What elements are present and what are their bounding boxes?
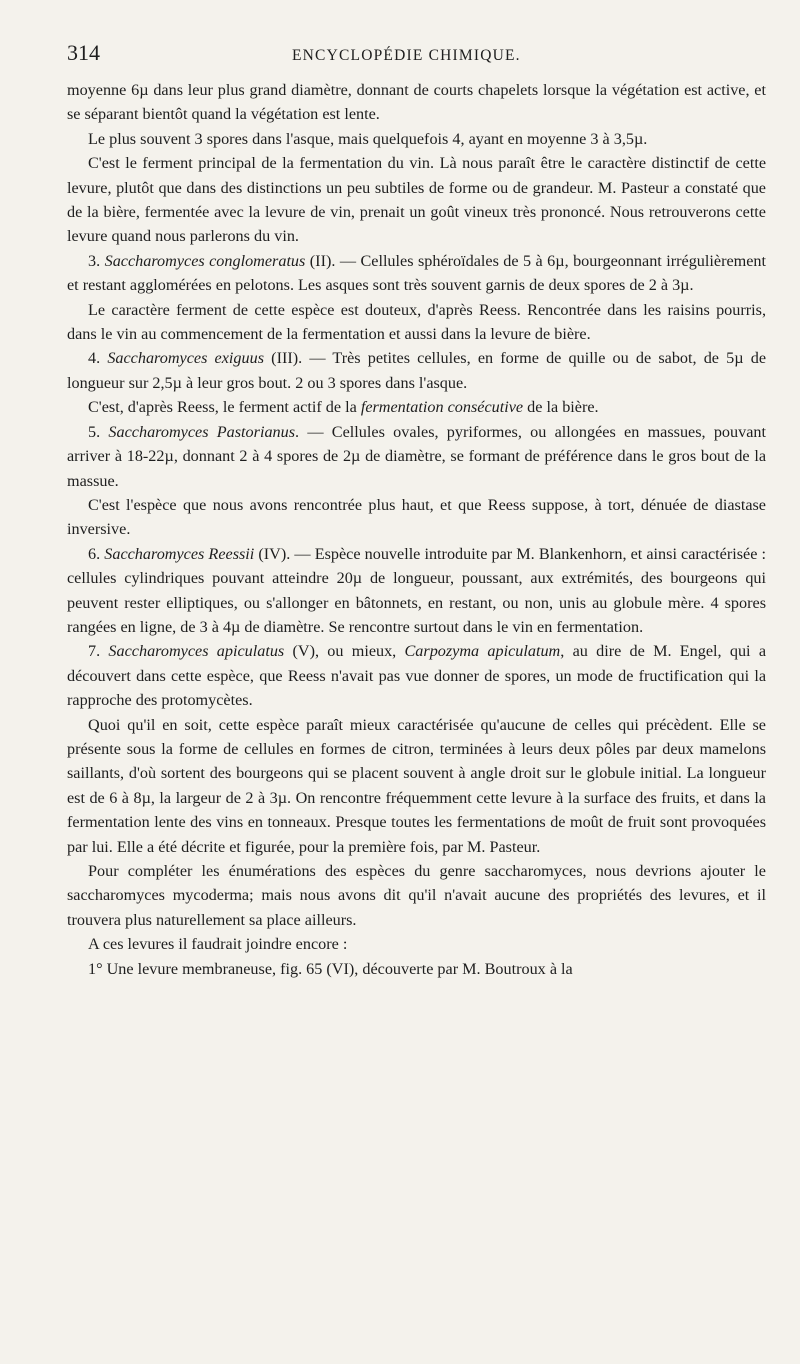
species-name: Saccharomyces Pastorianus bbox=[108, 422, 296, 441]
species-name: Carpozyma apiculatum bbox=[404, 642, 561, 661]
paragraph: Le caractère ferment de cette espèce est douteux, d'après Reess. Rencontrée dans les raisins pourris, dans le vin au commencement de la fermentation et aussi dans la levure de bière. bbox=[67, 300, 766, 344]
species-name: Saccharomyces conglomeratus bbox=[104, 251, 306, 270]
page-number: 314 bbox=[67, 40, 100, 65]
paragraph: C'est le ferment principal de la fermentation du vin. Là nous paraît être le caractère distinctif de cette levure, plutôt que dans des distinctions un peu subtiles de forme ou de grandeur. M. Pasteur a constaté que de la bière, fermentée avec la levure de vin, prenait un goût vineux très prononcé. Nous retrouverons cette levure quand nous parlerons du vin. bbox=[67, 154, 766, 246]
paragraph: C'est l'espèce que nous avons rencontrée plus haut, et que Reess suppose, à tort, dénuée de diastase inversive. bbox=[67, 495, 766, 539]
paragraph: Pour compléter les énumérations des espèces du genre saccharomyces, nous devrions ajouter le saccharomyces mycoderma; mais nous avons dit qu'il n'avait aucune des propriétés des levures, et il trouvera plus naturellement sa place ailleurs. bbox=[67, 862, 766, 929]
italic-term: fermentation consécutive bbox=[360, 398, 524, 417]
running-title: ENCYCLOPÉDIE CHIMIQUE. bbox=[292, 47, 521, 64]
paragraph: 1° Une levure membraneuse, fig. 65 (VI), découverte par M. Boutroux à la bbox=[88, 959, 573, 978]
species-name: Saccharomyces exiguus bbox=[107, 349, 265, 368]
paragraph: 3. Saccharomyces conglomeratus (II). — Cellules sphéroïdales de 5 à 6µ, bourgeonnant irrégulièrement et restant agglomérées en pelotons. Les asques sont très souvent garnis de deux spores de 2 à 3µ. bbox=[67, 251, 767, 295]
body-text bbox=[67, 78, 766, 981]
paragraph: 6. Saccharomyces Reessii (IV). — Espèce nouvelle introduite par M. Blankenhorn, et ainsi caractérisée : cellules cylindriques pouvant atteindre 20µ de longueur, poussant, aux extrémités, des bourgeons qui peuvent rester elliptiques, ou s'allonger en bâtonnets, en restant, ou non, unis au globule mère. 4 spores rangées en ligne, de 3 à 4µ de diamètre. Se rencontre surtout dans le vin en fermentation. bbox=[67, 544, 767, 636]
paragraph: 4. Saccharomyces exiguus (III). — Très petites cellules, en forme de quille ou de sabot, de 5µ de longueur sur 2,5µ à leur gros bout. 2 ou 3 spores dans l'asque. bbox=[67, 349, 767, 392]
paragraph: C'est, d'après Reess, le ferment actif de la fermentation consécutive de la bière. bbox=[88, 398, 599, 417]
paragraph: 7. Saccharomyces apiculatus (V), ou mieux, Carpozyma apiculatum, au dire de M. Engel, qui a découvert dans cette espèce, que Reess n'avait pas vue donner de spores, un mode de fructification qui la rapproche des protomycètes. bbox=[67, 642, 767, 710]
paragraph: 5. Saccharomyces Pastorianus. — Cellules ovales, pyriformes, ou allongées en massues, pouvant arriver à 18-22µ, donnant 2 à 4 spores de 2µ de diamètre, se formant de préférence dans le gros bout de la massue. bbox=[67, 422, 766, 490]
paragraph: A ces levures il faudrait joindre encore : bbox=[88, 935, 348, 954]
species-name: Saccharomyces Reessii bbox=[104, 544, 255, 563]
paragraph: Quoi qu'il en soit, cette espèce paraît mieux caractérisée qu'aucune de celles qui précèdent. Elle se présente sous la forme de cellules en formes de citron, terminées à leurs deux pôles par deux mamelons saillants, d'où sortent des bourgeons qui se placent souvent à angle droit sur le globule initial. La longueur est de 6 à 8µ, la largeur de 2 à 3µ. On rencontre fréquemment cette levure à la surface des fruits, et dans la fermentation lente des vins en tonneaux. Presque toutes les fermentations de moût de fruit sont provoquées par lui. Elle a été décrite et figurée, pour la première fois, par M. Pasteur. bbox=[67, 715, 766, 856]
paragraph: moyenne 6µ dans leur plus grand diamètre, donnant de courts chapelets lorsque la végétation est active, et se séparant bientôt quand la végétation est lente. bbox=[67, 81, 766, 124]
page-header bbox=[67, 40, 766, 74]
paragraph: Le plus souvent 3 spores dans l'asque, mais quelquefois 4, ayant en moyenne 3 à 3,5µ. bbox=[88, 129, 648, 148]
species-name: Saccharomyces apiculatus bbox=[108, 642, 285, 661]
